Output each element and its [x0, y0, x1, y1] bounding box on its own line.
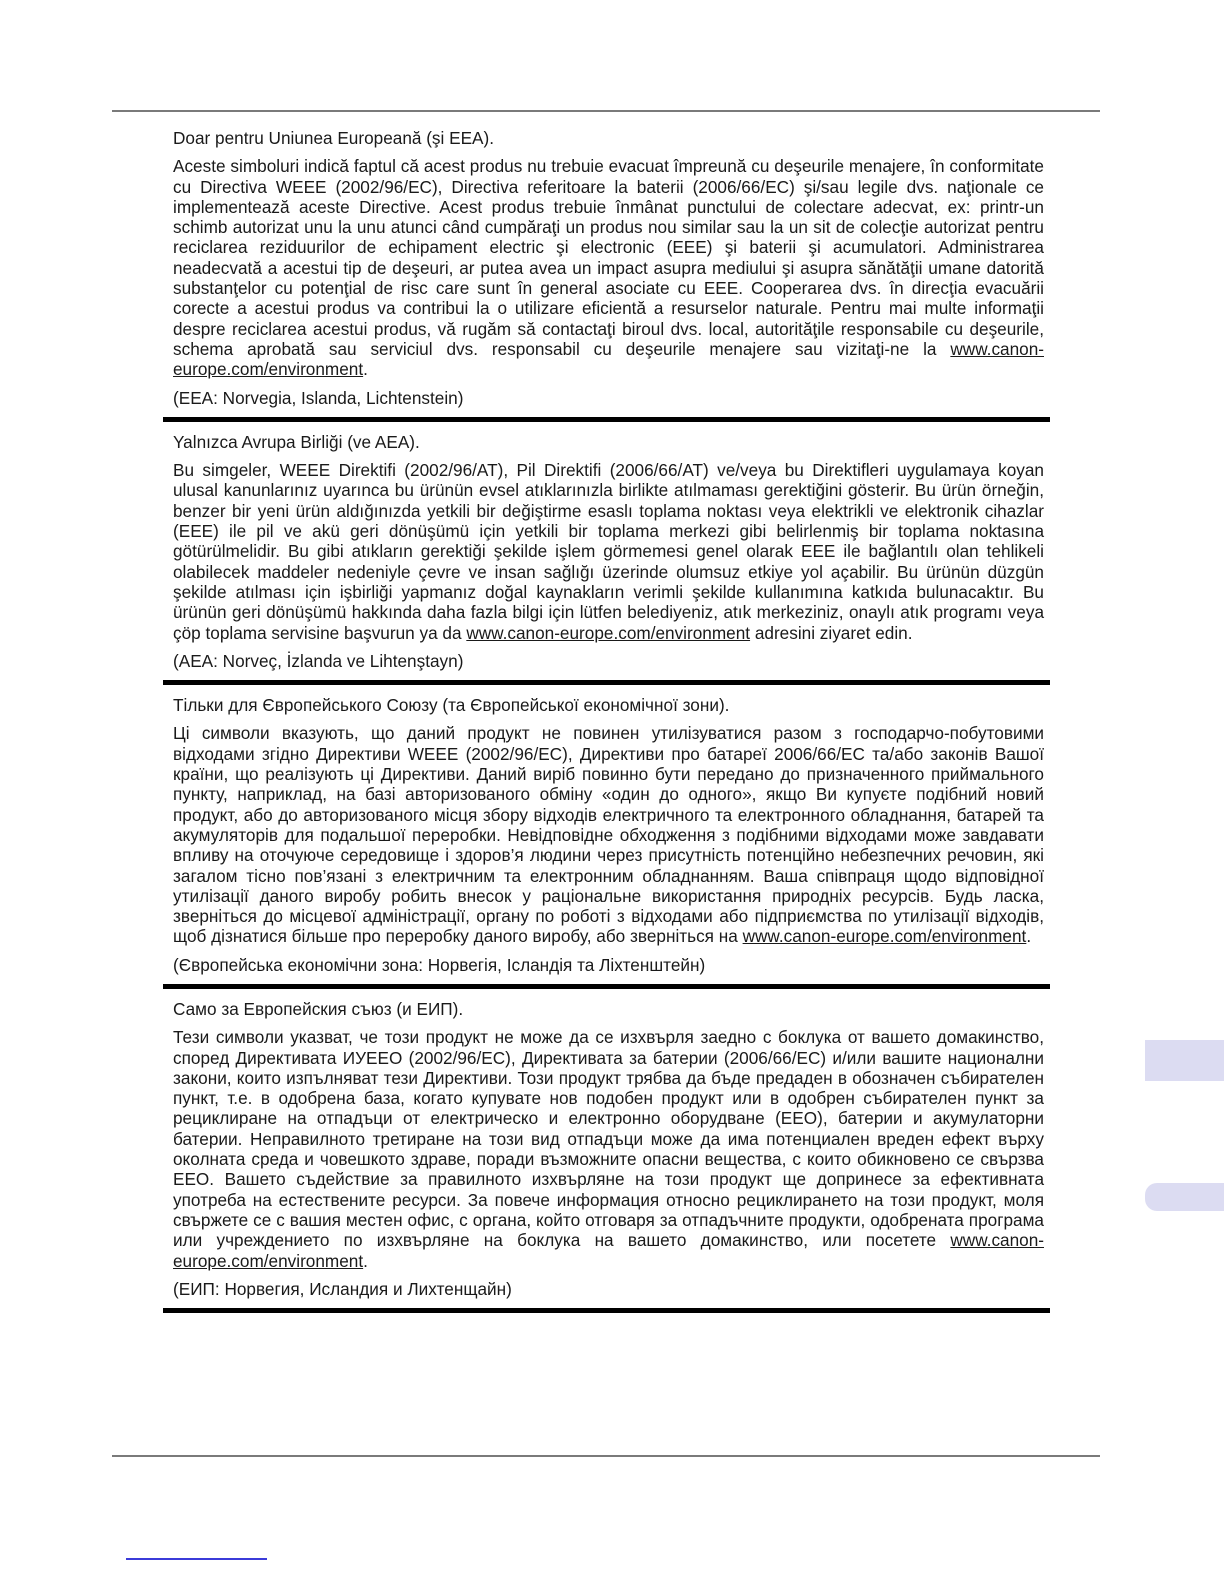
section-body — [173, 723, 1044, 946]
body-text-end: . — [363, 359, 368, 380]
chapter-index-tab-secondary[interactable] — [1145, 1183, 1224, 1211]
header-rule — [112, 110, 1100, 112]
footer-link-underline[interactable] — [126, 1558, 267, 1560]
body-text-end: . — [1026, 926, 1032, 947]
section-heading: Doar pentru Uniunea Europeană (şi EEA). — [173, 128, 495, 148]
footer-rule — [112, 1455, 1100, 1457]
section-heading: Тільки для Європейського Союзу (та Європейської економічної зони). — [173, 695, 730, 716]
section-body — [173, 1027, 1044, 1271]
body-text-end: adresini ziyaret edin. — [750, 622, 913, 643]
page-content — [163, 128, 1050, 1313]
section-note: (AEA: Norveç, İzlanda ve Lihtenştayn) — [173, 650, 464, 671]
body-text: Тези символи указват, че този продукт не може да се изхвърля заедно с боклука от вашето домакинство, според Директивата ИУЕЕО (2002/96/EC), Директивата за батерии (2006/66/EC) и/или вашите национални закони, които изпълняват тези Директиви. Този продукт трябва да бъде предаден в обозначен събирателен пункт, т.е. в одобрена база, когато купувате нов подобен продукт или в одобрен събирателен пункт за рециклиране на отпадъци от електрическо и електронно оборудване (ЕЕО), батерии и акумулаторни батерии. Неправилното третиране на този вид отпадъци може да има потенциален вреден ефект върху околната среда и човешкото здраве, поради възможните опасни вещества, с които обикновено се свързва ЕЕО. Вашето съдействие за правилното изхвърляне на този продукт ще допринесе за ефективната употреба на естествените ресурси. За повече информация относно рециклирането на този продукт, моля свържете се с вашия местен офис, с органа, който отговаря за отпадъчните продукти, одобрената програма или учреждението по изхвърляне на боклука на вашето домакинство, или посетете — [173, 1027, 1044, 1251]
section-heading: Yalnızca Avrupa Birliği (ve AEA). — [173, 431, 420, 452]
environment-link[interactable]: www.canon-europe.com/environment — [466, 622, 751, 643]
section-body — [173, 460, 1044, 643]
section-turkish — [163, 432, 1050, 685]
body-text: Bu simgeler, WEEE Direktifi (2002/96/AT), Pil Direktifi (2006/66/AT) ve/veya bu Direktifleri uygulamaya koyan ulusal kanunlarınız uyarınca bu ürünün evsel atıklarınızla birlikte atılmaması gerektiğini gösterir. Bu ürün örneğin, benzer bir yeni ürün aldığınızda yetkili bir değiştirme esaslı toplama noktası veya elektrikli ve elektronik cihazlar (EEE) ile pil ve akü geri dönüşümü için yetkili bir toplama merkezi gibi belirlenmiş bir toplama noktasına götürülmelidir. Bu gibi atıkların gerektiği şekilde işlem görmemesi genel olarak EEE ile bağlantılı olan tehlikeli olabilecek maddeler nedeniyle çevre ve insan sağlığı üzerinde olumsuz etkiye yol açabilir. Bu ürünün düzgün şekilde atılması için işbirliği yapmanız doğal kaynakların verimli şekilde kullanımına katkıda bulunacaktır. Bu ürünün geri dönüşümü hakkında daha fazla bilgi için lütfen belediyeniz, atık merkeziniz, onaylı atık programı veya çöp toplama servisine başvurun ya da — [173, 460, 1044, 643]
chapter-index-tab[interactable] — [1145, 1040, 1224, 1081]
section-note: (EEA: Norvegia, Islanda, Lichtenstein) — [173, 387, 464, 408]
section-heading: Само за Европейския съюз (и ЕИП). — [173, 998, 464, 1019]
section-body — [173, 156, 1044, 379]
body-text: Ці символи вказують, що даний продукт не повинен утилізуватися разом з господарчо-побутовими відходами згідно Директиви WEEE (2002/96/EC), Директиви про батареї 2006/66/EC та/або законів Вашої країни, що реалізують ці Директиви. Даний виріб повинно бути передано до призначенного приймального пункту, наприклад, на базі авторизованого обміну «один до одного», якщо Ви купуєте подібний новий продукт, або до авторизованого місця збору відходів електричного та електронного обладнання, батарей та акумуляторів для подальшої переробки. Невідповідне обходження з подібними відходами може завдавати впливу на оточуюче середовище і здоров’я людини через присутність потенційно небезпечних речовин, які загалом тісно пов’язані з електричним та електронним обладнанням. Ваша співпраця щодо відповідної утилізації даного виробу робить внесок у раціональне використання природніх ресурсів. Будь ласка, зверніться до місцевої адміністрації, органу по роботі з відходами або підприємства по утилізації відходів, щоб дізнатися більше про переробку даного виробу, або зверніться на — [173, 723, 1044, 947]
section-romanian — [163, 128, 1050, 422]
environment-link[interactable]: www.canon-europe.com/environment — [742, 926, 1027, 947]
environment-link[interactable]: www.canon-europe.com/environment — [173, 1230, 1044, 1271]
section-note: (ЕИП: Норвегия, Исландия и Лихтенщайн) — [173, 1278, 512, 1299]
environment-link[interactable]: www.canon-europe.com/environment — [173, 338, 1044, 380]
section-note: (Європейська економічни зона: Норвегія, Ісландія та Ліхтенштейн) — [173, 954, 706, 975]
body-text-end: . — [363, 1250, 368, 1271]
body-text: Aceste simboluri indică faptul că acest produs nu trebuie evacuat împreună cu deşeurile menajere, în conformitate cu Directiva WEEE (2002/96/EC), Directiva referitoare la baterii (2006/66/EC) şi/sau legile dvs. naţionale ce implementează aceste Directive. Acest produs trebuie înmânat punctului de colectare adecvat, ex: printr-un schimb autorizat unu la unu atunci când cumpăraţi un produs nou similar sau la un sit de colecţie autorizat pentru reciclarea reziduurilor de echipament electric şi electronic (EEE) şi baterii şi acumulatori. Administrarea neadecvată a acestui tip de deşeuri, ar putea avea un impact asupra mediului şi asupra sănătăţii umane datorită substanţelor cu potenţial de risc care sunt în general asociate cu EEE. Cooperarea dvs. în direcţia evacuării corecte a acestui produs va contribui la o utilizare eficientă a resurselor naturale. Pentru mai multe informaţii despre reciclarea acestui produs, vă rugăm să contactaţi biroul dvs. local, autorităţile responsabile cu deşeurile, schema aprobată sau serviciul dvs. responsabil cu deşeurile menajere sau vizitaţi-ne la — [173, 156, 1044, 359]
section-bulgarian — [163, 999, 1050, 1313]
section-ukrainian — [163, 695, 1050, 989]
